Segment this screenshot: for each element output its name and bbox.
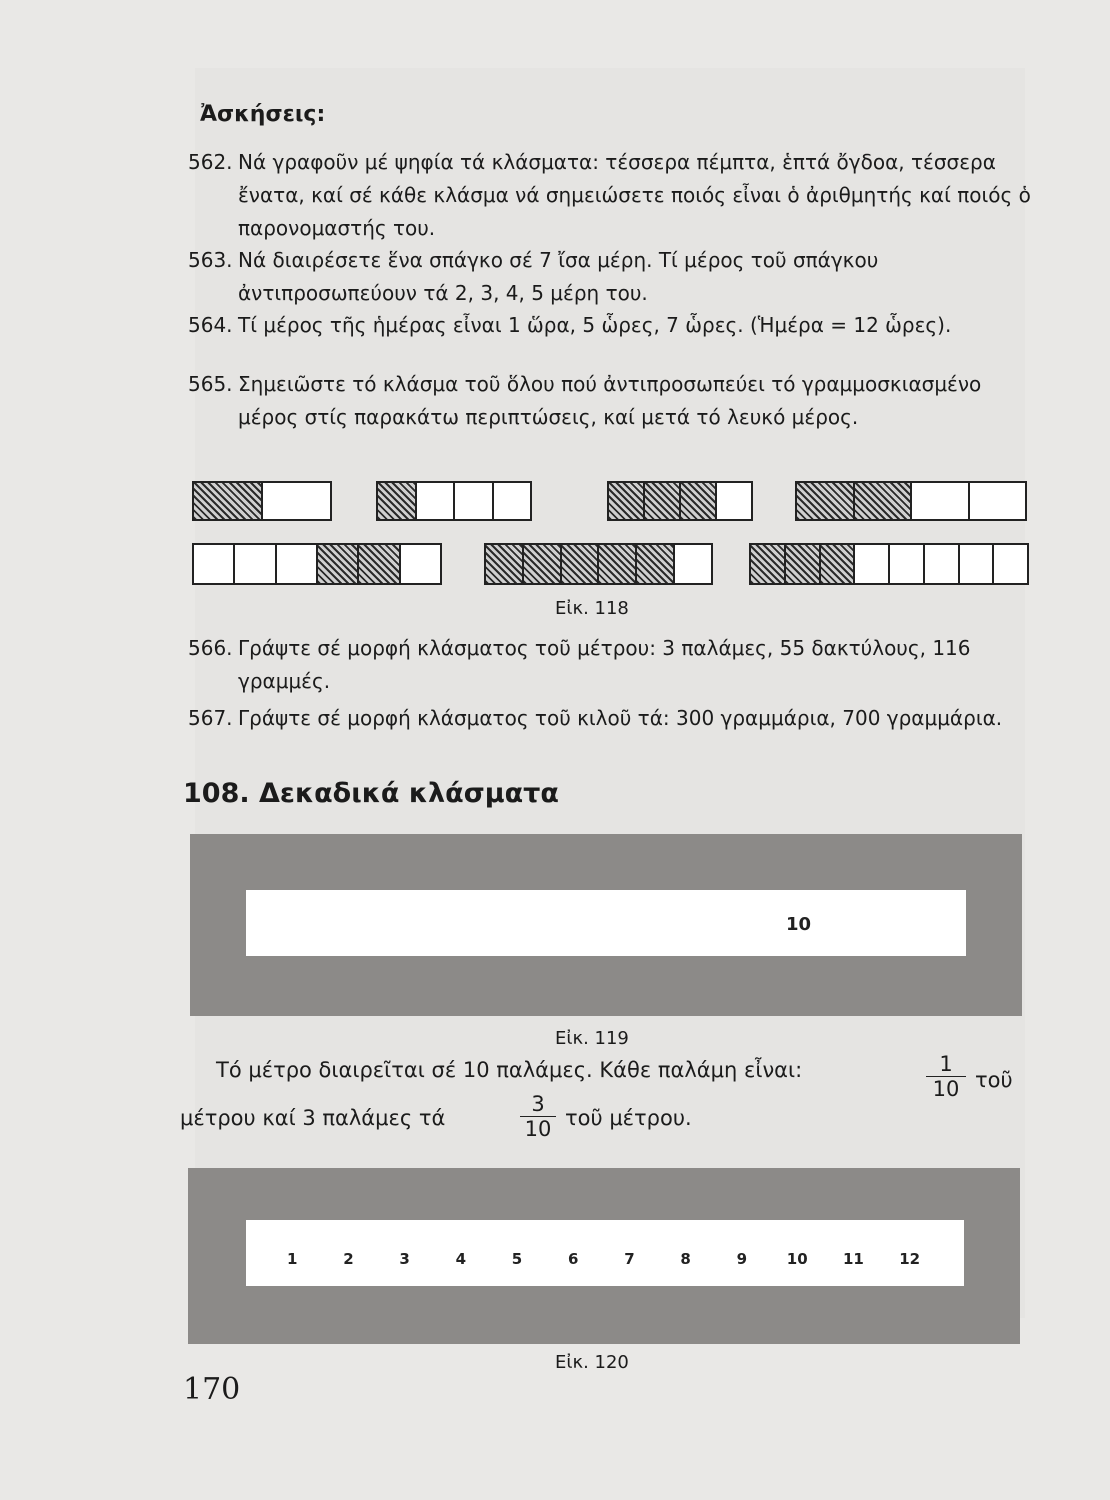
exercise-number: 562. [188,150,233,174]
shaded-part [378,483,417,519]
exercise-562 [188,146,1038,245]
ruler-tick-label: 4 [455,1250,467,1268]
figure-120-caption: Εἰκ. 120 [555,1352,629,1373]
white-part [675,545,711,583]
white-part [277,545,318,583]
fraction-bar-sixths-5 [484,543,713,585]
exercise-number: 566. [188,636,233,660]
paragraph-line-2-start: μέτρου καί 3 παλάμες τά [180,1106,446,1130]
metre-label: 10 [786,914,812,935]
exercise-text: Γράψτε σέ μορφή κλάσματος τοῦ μέτρου: 3 παλάμες, 55 δακτύλους, 116 γραμμές. [238,636,971,693]
exercise-text: Σημειῶστε τό κλάσμα τοῦ ὅλου πού ἀντιπροσωπεύει τό γραμμοσκιασμένο μέρος στίς παρακάτω περιπτώσεις, καί μετά τό λευκό μέρος. [238,372,982,429]
white-part [401,545,440,583]
figure-118-caption: Εἰκ. 118 [555,598,629,619]
fraction-one-tenth [926,1052,966,1101]
shaded-part [318,545,359,583]
fraction-bar-sixths-2 [192,543,442,585]
exercises-heading: Ἀσκήσεις: [200,102,326,127]
white-part [960,545,995,583]
shaded-part [821,545,856,583]
figure-119-caption: Εἰκ. 119 [555,1028,629,1049]
ruler-tick-label: 8 [680,1250,691,1268]
exercise-563 [188,244,1038,310]
white-part [912,483,970,519]
ruler-tick-label: 10 [786,1250,808,1268]
fraction-numerator: 3 [531,1092,545,1116]
fraction-numerator: 1 [939,1052,953,1076]
ruler-tick-label: 7 [624,1250,635,1268]
shaded-part [486,545,524,583]
metre-inner [246,890,966,956]
exercise-number: 564. [188,313,233,337]
shaded-part [562,545,600,583]
shaded-part [194,483,263,519]
shaded-part [645,483,681,519]
paragraph-line-2-end: τοῦ μέτρου. [565,1106,692,1130]
ruler-tick-label: 3 [399,1250,410,1268]
paragraph-line-1-end: τοῦ [975,1068,1013,1092]
ruler-tick-label: 5 [511,1250,523,1268]
white-part [235,545,276,583]
exercise-text: Νά διαιρέσετε ἕνα σπάγκο σέ 7 ἴσα μέρη. Τί μέρος τοῦ σπάγκου ἀντιπροσωπεύουν τά 2, 3, 4, 5 μέρη του. [238,248,879,305]
fraction-three-tenths [520,1092,556,1141]
exercise-564 [188,309,1038,342]
exercise-number: 563. [188,248,233,272]
ruler-tick-label: 12 [899,1250,921,1268]
fraction-bar-quarters-3 [607,481,753,521]
exercise-566 [188,632,1038,698]
white-part [194,545,235,583]
exercise-text: Τί μέρος τῆς ἡμέρας εἶναι 1 ὥρα, 5 ὧρες, 7 ὧρες. (Ἡμέρα = 12 ὧρες). [238,313,952,337]
white-part [994,545,1027,583]
exercise-text: Νά γραφοῦν μέ ψηφία τά κλάσματα: τέσσερα πέμπτα, ἑπτά ὄγδοα, τέσσερα ἔνατα, καί σέ κάθε κλάσμα νά σημειώσετε ποιός εἶναι ὁ ἀριθμητής καί ποιός ὁ παρονομαστής του. [238,150,1031,240]
white-part [970,483,1026,519]
white-part [925,545,960,583]
white-part [455,483,494,519]
white-part [855,545,890,583]
fraction-bar-halves [192,481,332,521]
fraction-bar-eighths-3 [749,543,1029,585]
white-part [890,545,925,583]
fraction-bar-quarters-2 [795,481,1027,521]
shaded-part [797,483,855,519]
section-title: 108. Δεκαδικά κλάσματα [183,778,559,809]
fraction-denominator: 10 [932,1077,960,1101]
exercise-567 [188,702,1038,735]
white-part [717,483,751,519]
fraction-denominator: 10 [524,1117,552,1141]
exercise-number: 565. [188,372,233,396]
paragraph-line-1: Τό μέτρο διαιρεῖται σέ 10 παλάμες. Κάθε παλάμη εἶναι: [216,1058,803,1082]
ruler-tick-label: 9 [736,1250,748,1268]
shaded-part [637,545,675,583]
ruler-tick-label: 1 [287,1250,298,1268]
shaded-part [786,545,821,583]
exercise-number: 567. [188,706,233,730]
shaded-part [609,483,645,519]
exercise-text: Γράψτε σέ μορφή κλάσματος τοῦ κιλοῦ τά: 300 γραμμάρια, 700 γραμμάρια. [238,706,1003,730]
shaded-part [751,545,786,583]
shaded-part [681,483,717,519]
shaded-part [599,545,637,583]
shaded-part [359,545,400,583]
shaded-part [524,545,562,583]
ruler-tick-label: 2 [343,1250,354,1268]
page-number: 170 [183,1372,241,1407]
ruler-tick-label: 6 [568,1250,579,1268]
exercise-565 [188,368,1038,434]
fraction-bar-quarters-1 [376,481,532,521]
white-part [494,483,531,519]
shaded-part [855,483,913,519]
ruler-tick-label: 11 [843,1250,864,1268]
white-part [263,483,330,519]
white-part [417,483,456,519]
